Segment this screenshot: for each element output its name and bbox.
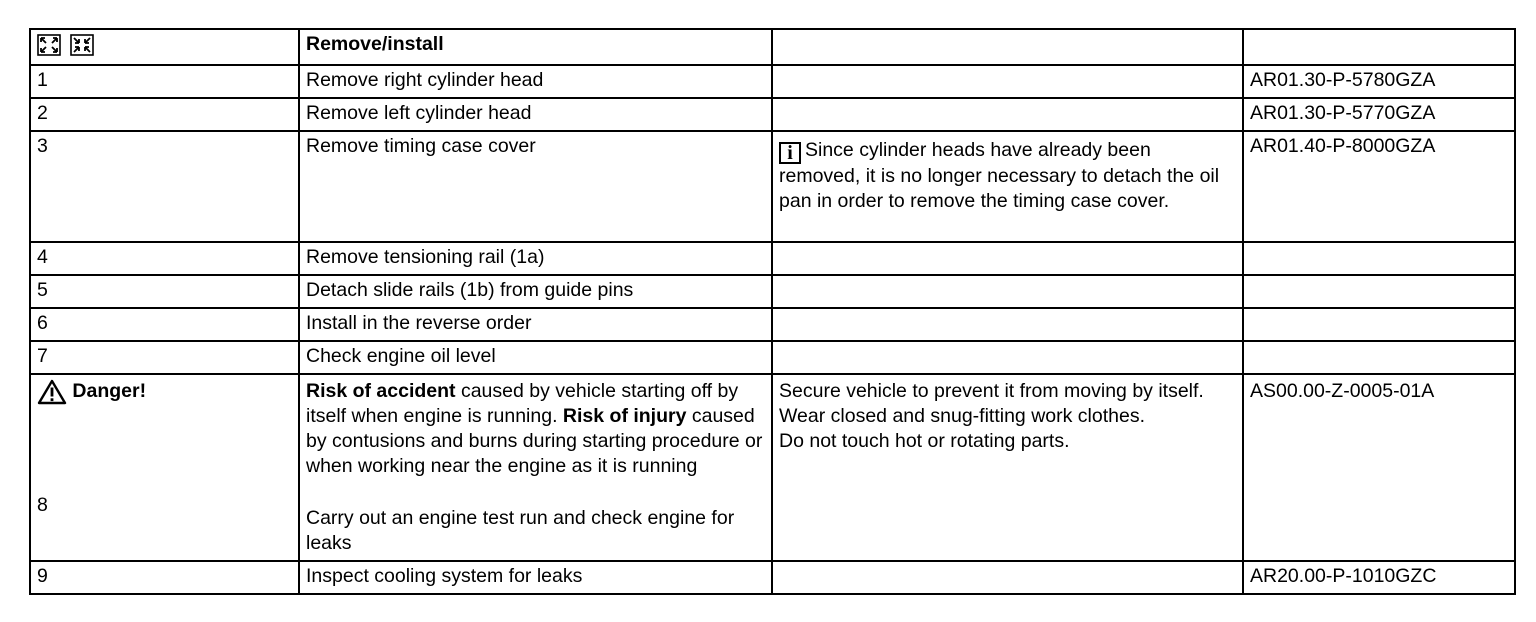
- step-number: 2: [30, 98, 299, 131]
- step-action: Remove left cylinder head: [299, 98, 772, 131]
- step-reference-link[interactable]: AR01.40-P-8000GZA: [1243, 131, 1515, 242]
- danger-cell: [30, 374, 299, 561]
- step-action: Carry out an engine test run and check engine for leaks: [306, 507, 735, 554]
- danger-measures: [772, 374, 1243, 561]
- table-row: [30, 242, 1515, 275]
- table-row: [30, 131, 1515, 242]
- table-row: [30, 308, 1515, 341]
- step-note: [772, 275, 1243, 308]
- step-action: Install in the reverse order: [299, 308, 772, 341]
- header-empty-cell-3: [772, 29, 1243, 65]
- step-note: [772, 341, 1243, 374]
- info-icon: i: [779, 142, 801, 164]
- step-reference-link: [1243, 341, 1515, 374]
- step-number: 1: [30, 65, 299, 98]
- measure-item: Wear closed and snug-fitting work clothes.: [779, 405, 1145, 427]
- table-row: [30, 275, 1515, 308]
- header-empty-cell-4: [1243, 29, 1515, 65]
- header-row: [30, 29, 1515, 65]
- header-title: Remove/install: [299, 29, 772, 65]
- step-number: 7: [30, 341, 299, 374]
- step-number: 9: [30, 561, 299, 594]
- step-number: 3: [30, 131, 299, 242]
- step-action: Remove right cylinder head: [299, 65, 772, 98]
- step-action: Remove timing case cover: [299, 131, 772, 242]
- step-reference-link[interactable]: AR01.30-P-5780GZA: [1243, 65, 1515, 98]
- risk-accident-label: Risk of accident: [306, 380, 456, 402]
- compress-arrows-icon: [70, 34, 94, 56]
- measure-item: Secure vehicle to prevent it from moving by itself.: [779, 380, 1204, 402]
- table-row: [30, 65, 1515, 98]
- danger-label: Danger!: [72, 380, 147, 403]
- step-action: Check engine oil level: [299, 341, 772, 374]
- step-number: 5: [30, 275, 299, 308]
- step-reference-link[interactable]: AR01.30-P-5770GZA: [1243, 98, 1515, 131]
- step-reference-link: [1243, 242, 1515, 275]
- step-reference-link: [1243, 308, 1515, 341]
- warning-triangle-icon: [37, 379, 67, 405]
- step-note: [772, 242, 1243, 275]
- step-note: [772, 308, 1243, 341]
- header-icons-cell: [30, 29, 299, 65]
- step-note: [772, 131, 1243, 242]
- danger-row: [30, 374, 1515, 561]
- step-number: 8: [37, 494, 48, 516]
- risk-accident-text: caused by vehicle starting off by itself when engine is running.: [306, 380, 739, 427]
- procedure-table: [29, 28, 1516, 595]
- danger-reference-link[interactable]: AS00.00-Z-0005-01A: [1243, 374, 1515, 561]
- table-row: [30, 561, 1515, 594]
- step-action: Remove tensioning rail (1a): [299, 242, 772, 275]
- step-number: 6: [30, 308, 299, 341]
- step-reference-link: [1243, 275, 1515, 308]
- step-note: [772, 561, 1243, 594]
- measure-item: Do not touch hot or rotating parts.: [779, 430, 1070, 452]
- step-number: 4: [30, 242, 299, 275]
- step-note: [772, 65, 1243, 98]
- step-reference-link[interactable]: AR20.00-P-1010GZC: [1243, 561, 1515, 594]
- table-row: [30, 98, 1515, 131]
- step-action: Detach slide rails (1b) from guide pins: [299, 275, 772, 308]
- danger-description: [299, 374, 772, 561]
- risk-injury-label: Risk of injury: [562, 405, 687, 427]
- info-note-text: Since cylinder heads have already been removed, it is no longer necessary to detach the oil pan in order to remove the timing case cover.: [779, 139, 1220, 212]
- table-row: [30, 341, 1515, 374]
- risk-injury-text: caused by contusions and burns during starting procedure or when working near the engine as it is running: [306, 405, 763, 477]
- step-action: Inspect cooling system for leaks: [299, 561, 772, 594]
- expand-arrows-icon: [37, 34, 61, 56]
- step-note: [772, 98, 1243, 131]
